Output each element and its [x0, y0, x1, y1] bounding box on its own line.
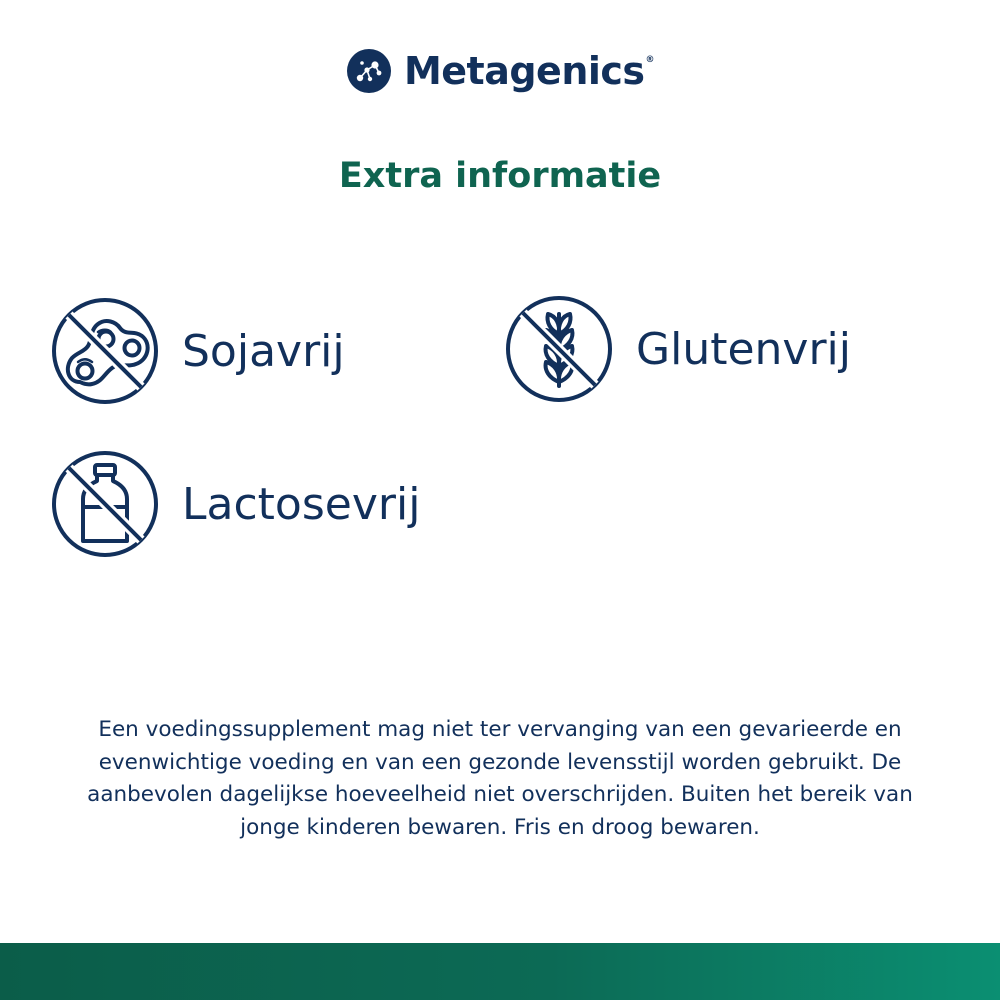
brand-name: Metagenics® — [403, 49, 655, 93]
brand-logo — [0, 48, 1000, 94]
disclaimer-text: Een voedingssupplement mag niet ter vervanging van een gevarieerde en evenwichtige voeding en van een gezonde levensstijl worden gebruikt. De aanbevolen dagelijkse hoeveelheid niet overschrijden. Buiten het bereik van jonge kinderen bewaren. Fris en droog bewaren. — [87, 717, 913, 840]
molecule-logo-icon — [346, 48, 392, 94]
no-gluten-icon — [504, 294, 614, 404]
feature-soy-free — [50, 296, 345, 406]
feature-label-gluten: Glutenvrij — [636, 323, 851, 375]
feature-label-lactose: Lactosevrij — [182, 478, 421, 530]
feature-lactose-free — [50, 449, 420, 559]
feature-label-soy: Sojavrij — [182, 325, 345, 377]
no-soy-icon — [50, 296, 160, 406]
registered-mark: ® — [645, 55, 655, 65]
section-title: Extra informatie — [338, 156, 662, 196]
feature-gluten-free — [504, 294, 851, 404]
no-lactose-icon — [50, 449, 160, 559]
footer-band — [0, 943, 1000, 1000]
